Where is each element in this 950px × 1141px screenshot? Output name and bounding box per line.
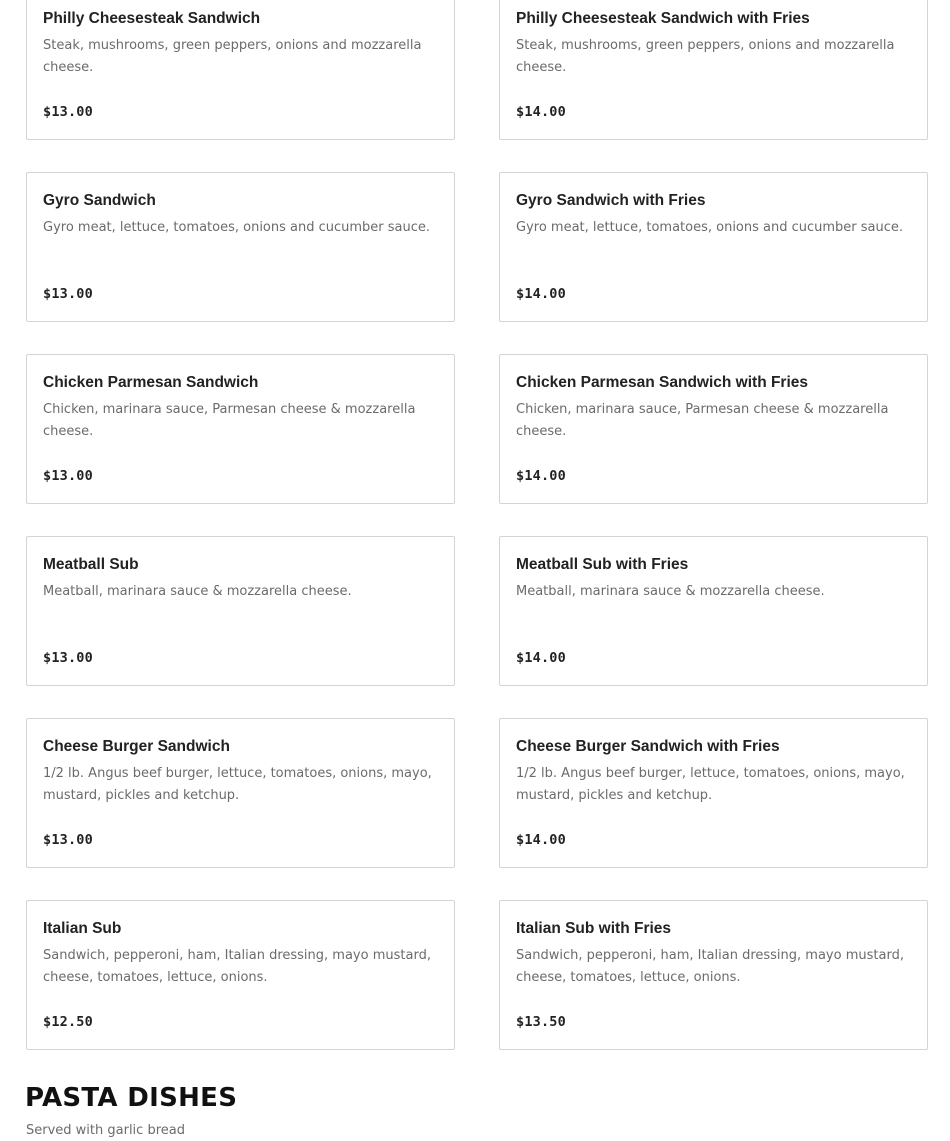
menu-item-card[interactable] xyxy=(26,718,455,868)
menu-item-card[interactable] xyxy=(499,536,928,686)
menu-item-price: $14.00 xyxy=(516,286,566,302)
menu-item-name: Chicken Parmesan Sandwich xyxy=(43,374,259,391)
menu-item-name: Cheese Burger Sandwich with Fries xyxy=(516,738,780,755)
menu-item-description: Meatball, marinara sauce & mozzarella cheese. xyxy=(516,584,825,599)
menu-item-card[interactable] xyxy=(499,718,928,868)
menu-item-card[interactable] xyxy=(26,172,455,322)
menu-item-description: Sandwich, pepperoni, ham, Italian dressing, mayo mustard, cheese, tomatoes, lettuce, onions. xyxy=(516,948,904,985)
menu-item-card[interactable] xyxy=(499,172,928,322)
menu-item-description: Meatball, marinara sauce & mozzarella cheese. xyxy=(43,584,352,599)
menu-item-card[interactable] xyxy=(26,0,455,140)
menu-item-description: Gyro meat, lettuce, tomatoes, onions and cucumber sauce. xyxy=(43,220,431,235)
menu-item-price: $14.00 xyxy=(516,104,566,120)
menu-item-description: 1/2 lb. Angus beef burger, lettuce, tomatoes, onions, mayo, mustard, pickles and ketchup. xyxy=(516,766,905,803)
menu-item-description: Chicken, marinara sauce, Parmesan cheese & mozzarella cheese. xyxy=(516,402,889,439)
menu-item-price: $13.00 xyxy=(43,468,93,484)
menu-item-card[interactable] xyxy=(499,0,928,140)
menu-item-card[interactable] xyxy=(26,900,455,1050)
menu-item-card[interactable] xyxy=(26,536,455,686)
menu-item-description: Chicken, marinara sauce, Parmesan cheese & mozzarella cheese. xyxy=(43,402,416,439)
menu-item-name: Meatball Sub xyxy=(43,556,139,573)
menu-item-price: $13.00 xyxy=(43,286,93,302)
menu-item-price: $14.00 xyxy=(516,832,566,848)
menu-item-description: Steak, mushrooms, green peppers, onions and mozzarella cheese. xyxy=(43,38,422,75)
menu-item-price: $14.00 xyxy=(516,468,566,484)
menu-item-price: $13.00 xyxy=(43,104,93,120)
menu-item-name: Meatball Sub with Fries xyxy=(516,556,689,573)
menu-item-price: $13.50 xyxy=(516,1014,566,1030)
menu-item-price: $12.50 xyxy=(43,1014,93,1030)
menu-item-description: Sandwich, pepperoni, ham, Italian dressing, mayo mustard, cheese, tomatoes, lettuce, onions. xyxy=(43,948,431,985)
menu-item-name: Cheese Burger Sandwich xyxy=(43,738,230,755)
menu-item-card[interactable] xyxy=(499,900,928,1050)
menu-item-name: Italian Sub xyxy=(43,920,122,937)
menu-item-description: Steak, mushrooms, green peppers, onions and mozzarella cheese. xyxy=(516,38,895,75)
menu-item-description: Gyro meat, lettuce, tomatoes, onions and cucumber sauce. xyxy=(516,220,904,235)
menu-item-name: Philly Cheesesteak Sandwich with Fries xyxy=(516,10,810,27)
menu-item-name: Chicken Parmesan Sandwich with Fries xyxy=(516,374,809,391)
menu-item-price: $13.00 xyxy=(43,832,93,848)
menu-item-card[interactable] xyxy=(26,354,455,504)
menu-item-card[interactable] xyxy=(499,354,928,504)
menu-item-name: Gyro Sandwich with Fries xyxy=(516,192,706,209)
section-subtitle: Served with garlic bread xyxy=(26,1123,185,1138)
menu-item-price: $14.00 xyxy=(516,650,566,666)
menu-item-name: Italian Sub with Fries xyxy=(516,920,672,937)
menu-items-grid xyxy=(26,0,928,1050)
menu-item-name: Gyro Sandwich xyxy=(43,192,156,209)
menu-item-price: $13.00 xyxy=(43,650,93,666)
section-heading: PASTA DISHES xyxy=(25,1083,238,1113)
menu-item-description: 1/2 lb. Angus beef burger, lettuce, tomatoes, onions, mayo, mustard, pickles and ketchup. xyxy=(43,766,432,803)
menu-item-name: Philly Cheesesteak Sandwich xyxy=(43,10,261,27)
